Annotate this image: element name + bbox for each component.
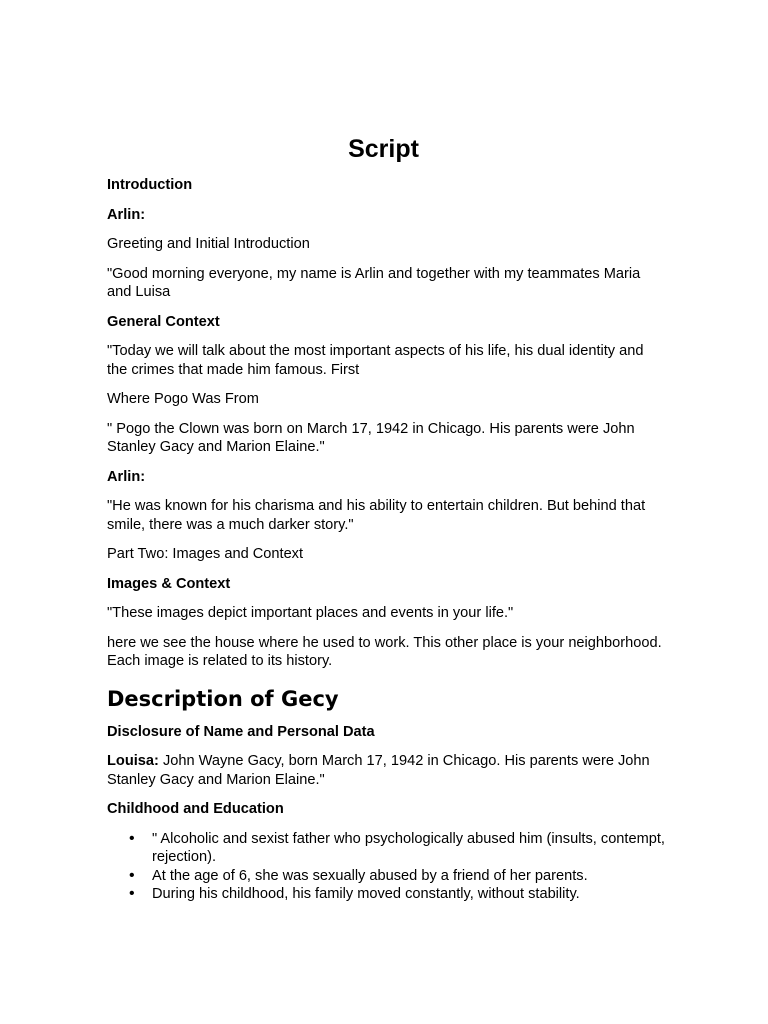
section-heading: Description of Gecy (107, 686, 339, 711)
childhood-list (107, 830, 667, 904)
charisma-paragraph: "He was known for his charisma and his ability to entertain children. But behind that smile, there was a much darker story." (107, 498, 646, 533)
louisa-paragraph (107, 752, 667, 789)
speaker-label: Louisa: (107, 753, 159, 769)
list-item: • During his childhood, his family moved constantly, without stability. (152, 885, 667, 904)
general-context-paragraph: "Today we will talk about the most important aspects of his life, his dual identity and the crimes that made him famous. First (107, 343, 644, 378)
disclosure-heading: Disclosure of Name and Personal Data (107, 723, 375, 740)
document-body (107, 176, 667, 904)
general-context-heading: General Context (107, 313, 220, 330)
speaker-label: Arlin: (107, 206, 146, 223)
images-paragraph: here we see the house where he used to work. This other place is your neighborhood. Each image is related to its history. (107, 634, 662, 669)
where-from-label: Where Pogo Was From (107, 391, 259, 407)
page-title: Script (348, 135, 419, 163)
speaker-label: Arlin: (107, 468, 146, 485)
images-heading: Images & Context (107, 575, 231, 592)
greeting-paragraph: "Good morning everyone, my name is Arlin and together with my teammates Maria and Luisa (107, 265, 641, 300)
part-two-label: Part Two: Images and Context (107, 546, 304, 562)
louisa-text: John Wayne Gacy, born March 17, 1942 in Chicago. His parents were John Stanley Gacy and Marion Elaine." (107, 753, 650, 788)
childhood-heading: Childhood and Education (107, 801, 284, 817)
list-item: • " Alcoholic and sexist father who psychologically abused him (insults, contempt, rejection). (152, 830, 667, 867)
list-item: • At the age of 6, she was sexually abused by a friend of her parents. (152, 867, 667, 886)
where-from-paragraph: " Pogo the Clown was born on March 17, 1942 in Chicago. His parents were John Stanley Gacy and Marion Elaine." (107, 420, 635, 455)
introduction-heading: Introduction (107, 177, 193, 193)
images-quote: "These images depict important places and events in your life." (107, 605, 514, 621)
greeting-label: Greeting and Initial Introduction (107, 236, 310, 252)
